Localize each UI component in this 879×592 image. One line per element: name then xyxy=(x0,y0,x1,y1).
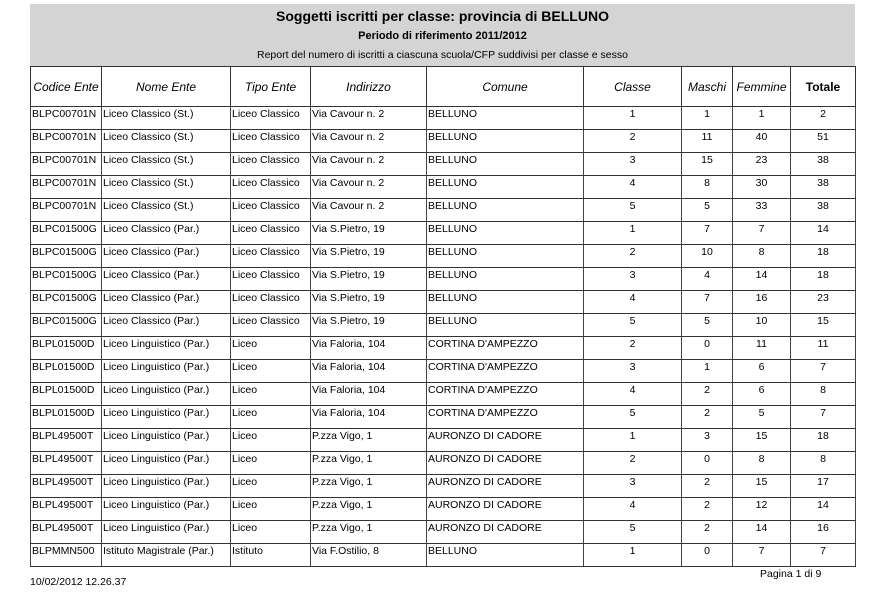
table-row xyxy=(31,153,856,176)
table-cell: Via Cavour n. 2 xyxy=(311,107,427,130)
table-cell: 2 xyxy=(791,107,856,130)
table-cell: Liceo Linguistico (Par.) xyxy=(102,406,231,429)
table-cell: Liceo Classico xyxy=(231,153,311,176)
table-cell: Liceo Linguistico (Par.) xyxy=(102,521,231,544)
table-row xyxy=(31,406,856,429)
table-cell: BELLUNO xyxy=(427,268,584,291)
table-cell: 1 xyxy=(584,107,682,130)
table-row xyxy=(31,475,856,498)
table-cell: 2 xyxy=(584,245,682,268)
table-cell: 2 xyxy=(682,383,733,406)
table-cell: 4 xyxy=(584,176,682,199)
table-cell: 4 xyxy=(682,268,733,291)
table-cell: Liceo Classico (St.) xyxy=(102,199,231,222)
table-cell: Via F.Ostilio, 8 xyxy=(311,544,427,567)
table-cell: 17 xyxy=(791,475,856,498)
table-cell: 2 xyxy=(584,452,682,475)
table-row xyxy=(31,199,856,222)
table-cell: BLPC01500G xyxy=(31,222,102,245)
table-cell: BELLUNO xyxy=(427,107,584,130)
table-cell: 7 xyxy=(791,544,856,567)
report-title: Soggetti iscritti per classe: provincia di BELLUNO xyxy=(276,8,609,24)
table-cell: 4 xyxy=(584,291,682,314)
table-cell: CORTINA D'AMPEZZO xyxy=(427,337,584,360)
column-header: Classe xyxy=(584,67,682,107)
table-cell: 10 xyxy=(733,314,791,337)
table-cell: 14 xyxy=(791,498,856,521)
column-header: Totale xyxy=(791,67,856,107)
table-cell: 8 xyxy=(682,176,733,199)
table-cell: BELLUNO xyxy=(427,176,584,199)
table-cell: Istituto xyxy=(231,544,311,567)
table-cell: 5 xyxy=(584,521,682,544)
table-cell: Via Faloria, 104 xyxy=(311,406,427,429)
table-row xyxy=(31,130,856,153)
table-cell: 23 xyxy=(791,291,856,314)
table-cell: 0 xyxy=(682,544,733,567)
table-row xyxy=(31,383,856,406)
table-cell: BELLUNO xyxy=(427,314,584,337)
table-cell: 1 xyxy=(584,544,682,567)
table-cell: 6 xyxy=(733,383,791,406)
table-cell: 15 xyxy=(682,153,733,176)
table-cell: Liceo Classico (St.) xyxy=(102,107,231,130)
table-cell: Liceo Classico (St.) xyxy=(102,130,231,153)
table-cell: CORTINA D'AMPEZZO xyxy=(427,406,584,429)
table-cell: BLPC01500G xyxy=(31,245,102,268)
table-cell: 2 xyxy=(584,130,682,153)
table-cell: Via Cavour n. 2 xyxy=(311,153,427,176)
table-cell: Liceo Classico xyxy=(231,222,311,245)
table-cell: Liceo Classico xyxy=(231,291,311,314)
table-cell: BLPC01500G xyxy=(31,314,102,337)
table-cell: AURONZO DI CADORE xyxy=(427,475,584,498)
column-header: Tipo Ente xyxy=(231,67,311,107)
table-cell: AURONZO DI CADORE xyxy=(427,521,584,544)
table-cell: P.zza Vigo, 1 xyxy=(311,521,427,544)
table-cell: Liceo Classico (Par.) xyxy=(102,314,231,337)
table-cell: Liceo Classico xyxy=(231,268,311,291)
table-row xyxy=(31,452,856,475)
table-cell: 38 xyxy=(791,176,856,199)
table-row xyxy=(31,498,856,521)
table-cell: BLPL49500T xyxy=(31,452,102,475)
column-header: Nome Ente xyxy=(102,67,231,107)
table-cell: 7 xyxy=(733,544,791,567)
table-cell: 7 xyxy=(791,406,856,429)
table-row xyxy=(31,107,856,130)
table-row xyxy=(31,337,856,360)
table-cell: 3 xyxy=(584,360,682,383)
table-cell: BLPC00701N xyxy=(31,176,102,199)
table-cell: Via Faloria, 104 xyxy=(311,383,427,406)
page-number: Pagina 1 di 9 xyxy=(760,568,822,580)
table-row xyxy=(31,222,856,245)
table-cell: Liceo Classico (Par.) xyxy=(102,268,231,291)
report-period: Periodo di riferimento 2011/2012 xyxy=(358,30,527,42)
table-row xyxy=(31,176,856,199)
table-cell: 11 xyxy=(733,337,791,360)
column-header: Indirizzo xyxy=(311,67,427,107)
table-cell: Via S.Pietro, 19 xyxy=(311,245,427,268)
table-cell: BLPL49500T xyxy=(31,429,102,452)
table-cell: 38 xyxy=(791,199,856,222)
column-header: Maschi xyxy=(682,67,733,107)
table-cell: BLPC00701N xyxy=(31,130,102,153)
table-cell: Via S.Pietro, 19 xyxy=(311,291,427,314)
table-header-row xyxy=(31,67,856,107)
table-cell: Liceo Classico (Par.) xyxy=(102,291,231,314)
table-cell: 51 xyxy=(791,130,856,153)
table-cell: BELLUNO xyxy=(427,199,584,222)
table-cell: 2 xyxy=(682,521,733,544)
table-cell: Via S.Pietro, 19 xyxy=(311,268,427,291)
table-cell: Via Cavour n. 2 xyxy=(311,176,427,199)
table-cell: 5 xyxy=(682,314,733,337)
table-row xyxy=(31,268,856,291)
table-cell: 7 xyxy=(791,360,856,383)
table-cell: 5 xyxy=(733,406,791,429)
table-cell: CORTINA D'AMPEZZO xyxy=(427,383,584,406)
table-cell: AURONZO DI CADORE xyxy=(427,498,584,521)
table-row xyxy=(31,360,856,383)
table-cell: Liceo Linguistico (Par.) xyxy=(102,475,231,498)
table-cell: Liceo Classico xyxy=(231,107,311,130)
table-cell: 33 xyxy=(733,199,791,222)
table-cell: 15 xyxy=(791,314,856,337)
table-cell: 8 xyxy=(733,245,791,268)
table-cell: Liceo xyxy=(231,337,311,360)
table-cell: 2 xyxy=(682,475,733,498)
table-cell: 1 xyxy=(584,429,682,452)
table-cell: 15 xyxy=(733,429,791,452)
table-cell: Via Faloria, 104 xyxy=(311,360,427,383)
table-cell: BLPMMN500 xyxy=(31,544,102,567)
table-cell: CORTINA D'AMPEZZO xyxy=(427,360,584,383)
table-cell: Via Cavour n. 2 xyxy=(311,199,427,222)
table-cell: 18 xyxy=(791,268,856,291)
table-cell: 11 xyxy=(791,337,856,360)
table-cell: AURONZO DI CADORE xyxy=(427,452,584,475)
enrollment-table xyxy=(30,66,856,567)
table-cell: 1 xyxy=(584,222,682,245)
table-cell: 38 xyxy=(791,153,856,176)
table-cell: BLPL49500T xyxy=(31,475,102,498)
table-cell: Liceo Linguistico (Par.) xyxy=(102,452,231,475)
table-cell: Liceo xyxy=(231,360,311,383)
table-cell: 8 xyxy=(791,452,856,475)
table-cell: Liceo Classico xyxy=(231,314,311,337)
table-cell: 16 xyxy=(733,291,791,314)
table-cell: 11 xyxy=(682,130,733,153)
table-cell: BLPL49500T xyxy=(31,521,102,544)
table-cell: Liceo Classico (Par.) xyxy=(102,245,231,268)
table-cell: Istituto Magistrale (Par.) xyxy=(102,544,231,567)
column-header: Codice Ente xyxy=(31,67,102,107)
table-cell: BLPC00701N xyxy=(31,199,102,222)
table-cell: Liceo xyxy=(231,406,311,429)
table-cell: 1 xyxy=(682,360,733,383)
table-cell: 5 xyxy=(584,406,682,429)
table-cell: 0 xyxy=(682,452,733,475)
table-cell: Liceo xyxy=(231,521,311,544)
table-cell: 1 xyxy=(682,107,733,130)
table-cell: P.zza Vigo, 1 xyxy=(311,498,427,521)
table-cell: 6 xyxy=(733,360,791,383)
table-cell: 0 xyxy=(682,337,733,360)
table-cell: Liceo Classico (St.) xyxy=(102,153,231,176)
table-cell: 10 xyxy=(682,245,733,268)
table-cell: BLPC00701N xyxy=(31,107,102,130)
table-cell: BLPC01500G xyxy=(31,268,102,291)
table-cell: Liceo Classico xyxy=(231,176,311,199)
column-header: Comune xyxy=(427,67,584,107)
table-cell: 2 xyxy=(682,406,733,429)
table-cell: 3 xyxy=(584,153,682,176)
table-cell: 3 xyxy=(682,429,733,452)
table-row xyxy=(31,429,856,452)
table-cell: 5 xyxy=(584,314,682,337)
table-row xyxy=(31,544,856,567)
table-cell: 7 xyxy=(733,222,791,245)
table-cell: 30 xyxy=(733,176,791,199)
table-cell: 15 xyxy=(733,475,791,498)
table-cell: 5 xyxy=(584,199,682,222)
table-cell: 8 xyxy=(791,383,856,406)
table-cell: BELLUNO xyxy=(427,245,584,268)
table-cell: 2 xyxy=(682,498,733,521)
table-cell: Liceo Linguistico (Par.) xyxy=(102,429,231,452)
table-cell: 5 xyxy=(682,199,733,222)
table-row xyxy=(31,291,856,314)
table-cell: Via S.Pietro, 19 xyxy=(311,314,427,337)
table-cell: BELLUNO xyxy=(427,130,584,153)
table-cell: P.zza Vigo, 1 xyxy=(311,429,427,452)
table-cell: Liceo Classico xyxy=(231,199,311,222)
table-cell: Liceo Classico (Par.) xyxy=(102,222,231,245)
table-cell: Liceo xyxy=(231,429,311,452)
table-cell: 4 xyxy=(584,383,682,406)
table-cell: 3 xyxy=(584,475,682,498)
table-cell: Liceo Classico xyxy=(231,245,311,268)
table-cell: 23 xyxy=(733,153,791,176)
table-cell: 18 xyxy=(791,245,856,268)
table-cell: P.zza Vigo, 1 xyxy=(311,452,427,475)
table-cell: Liceo Linguistico (Par.) xyxy=(102,498,231,521)
table-cell: Liceo Classico (St.) xyxy=(102,176,231,199)
table-cell: 14 xyxy=(791,222,856,245)
table-cell: Liceo Linguistico (Par.) xyxy=(102,383,231,406)
table-cell: P.zza Vigo, 1 xyxy=(311,475,427,498)
table-cell: Liceo xyxy=(231,498,311,521)
report-description: Report del numero di iscritti a ciascuna scuola/CFP suddivisi per classe e sesso xyxy=(257,49,628,61)
table-cell: Liceo xyxy=(231,452,311,475)
table-cell: 18 xyxy=(791,429,856,452)
table-cell: 3 xyxy=(584,268,682,291)
table-cell: 4 xyxy=(584,498,682,521)
table-cell: 16 xyxy=(791,521,856,544)
table-cell: BELLUNO xyxy=(427,544,584,567)
table-cell: 8 xyxy=(733,452,791,475)
table-cell: BLPL01500D xyxy=(31,383,102,406)
table-cell: Liceo xyxy=(231,475,311,498)
report-header xyxy=(30,4,855,66)
table-cell: BLPC00701N xyxy=(31,153,102,176)
table-cell: 7 xyxy=(682,291,733,314)
table-cell: BLPL49500T xyxy=(31,498,102,521)
table-cell: Liceo xyxy=(231,383,311,406)
print-date: 10/02/2012 12.26.37 xyxy=(30,576,127,588)
table-cell: Liceo Linguistico (Par.) xyxy=(102,337,231,360)
table-cell: BLPL01500D xyxy=(31,406,102,429)
table-cell: 40 xyxy=(733,130,791,153)
table-cell: BLPL01500D xyxy=(31,360,102,383)
table-cell: Via Cavour n. 2 xyxy=(311,130,427,153)
table-cell: Liceo Linguistico (Par.) xyxy=(102,360,231,383)
table-cell: Via Faloria, 104 xyxy=(311,337,427,360)
table-cell: BELLUNO xyxy=(427,153,584,176)
table-cell: Via S.Pietro, 19 xyxy=(311,222,427,245)
column-header: Femmine xyxy=(733,67,791,107)
table-cell: Liceo Classico xyxy=(231,130,311,153)
table-cell: 12 xyxy=(733,498,791,521)
table-row xyxy=(31,521,856,544)
table-cell: BLPL01500D xyxy=(31,337,102,360)
table-cell: 14 xyxy=(733,268,791,291)
table-cell: AURONZO DI CADORE xyxy=(427,429,584,452)
table-row xyxy=(31,314,856,337)
table-cell: BELLUNO xyxy=(427,291,584,314)
table-cell: 7 xyxy=(682,222,733,245)
table-cell: 2 xyxy=(584,337,682,360)
table-row xyxy=(31,245,856,268)
table-cell: 1 xyxy=(733,107,791,130)
table-cell: BLPC01500G xyxy=(31,291,102,314)
table-cell: 14 xyxy=(733,521,791,544)
table-cell: BELLUNO xyxy=(427,222,584,245)
